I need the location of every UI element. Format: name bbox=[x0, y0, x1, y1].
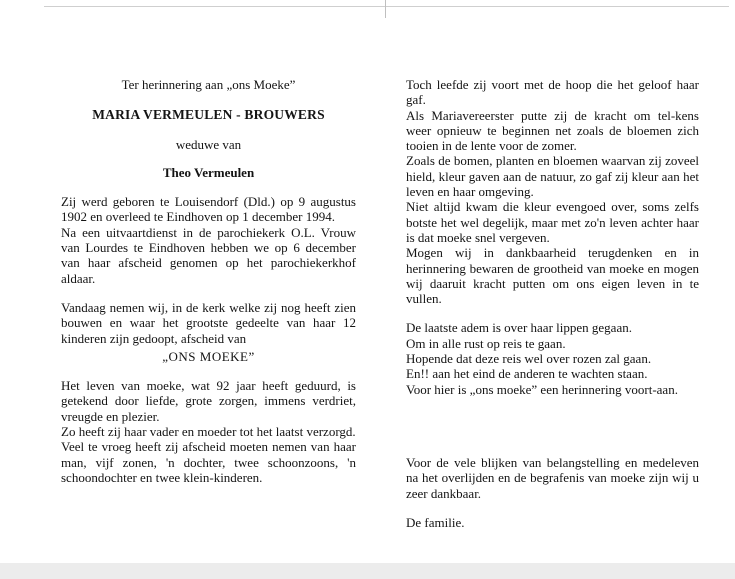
hope-paragraph: Toch leefde zij voort met de hoop die het geloof haar gaf. bbox=[406, 77, 699, 108]
deceased-name: MARIA VERMEULEN - BROUWERS bbox=[92, 107, 325, 123]
poem-line: Om in alle rust op reis te gaan. bbox=[406, 335, 566, 351]
top-edge bbox=[44, 6, 729, 7]
signature: De familie. bbox=[406, 514, 465, 530]
cared-paragraph: Zo heeft zij haar vader en moeder tot het laatst verzorgd. bbox=[61, 424, 356, 440]
bottom-edge bbox=[0, 563, 735, 579]
left-page bbox=[61, 77, 356, 485]
gratitude-paragraph: Mogen wij in dankbaarheid terugdenken en in herinnering bewaren de grootheid van moeke en mogen wij daaruit kracht putten om ons eigen leven in te vullen. bbox=[406, 245, 699, 307]
poem-line: De laatste adem is over haar lippen gegaan. bbox=[406, 320, 632, 336]
thanks-paragraph: Voor de vele blijken van belangstelling en medeleven na het overlijden en de begrafenis van moeke zijn wij u zeer dankbaar. bbox=[406, 454, 699, 501]
funeral-paragraph: Na een uitvaartdienst in de parochiekerk O.L. Vrouw van Lourdes te Eindhoven hebben we op 6 december van haar afscheid genomen op het parochiekerkhof aldaar. bbox=[61, 224, 356, 286]
poem bbox=[406, 320, 699, 396]
husband-name: Theo Vermeulen bbox=[162, 164, 255, 180]
ons-moeke-heading: „ONS MOEKE” bbox=[162, 348, 255, 364]
poem-line: Voor hier is „ons moeke” een herinnering voort-aan. bbox=[406, 381, 678, 397]
widow-of-label: weduwe van bbox=[175, 136, 242, 152]
farewells-paragraph: Veel te vroeg heeft zij afscheid moeten nemen van haar man, vijf zonen, 'n dochter, twee schoonzoons, 'n schoondochter en twee klein-kinderen. bbox=[61, 439, 356, 485]
today-paragraph: Vandaag nemen wij, in de kerk welke zij nog heeft zien bouwen en waar het grootste gedeelte van haar 12 kinderen zijn gedoopt, afscheid van bbox=[61, 299, 356, 346]
in-memory-heading: Ter herinnering aan „ons Moeke” bbox=[121, 77, 296, 92]
color-paragraph: Zoals de bomen, planten en bloemen waarvan zij zoveel hield, kleur gaven aan de natuur, zo gaf zij kleur aan het leven en haar omgeving. bbox=[406, 153, 699, 200]
forgiven-paragraph: Niet altijd kwam die kleur evengoed over, soms zelfs botste het wel degelijk, maar met zo'n leven achter haar is dat moeke snel vergeven. bbox=[406, 199, 699, 245]
mary-paragraph: Als Mariavereerster putte zij de kracht om tel-kens weer opnieuw te beginnen net zoals de bloemen zich tooien in de lente voor de zomer. bbox=[406, 107, 699, 154]
fold-mark bbox=[385, 0, 386, 18]
life-paragraph: Het leven van moeke, wat 92 jaar heeft geduurd, is getekend door liefde, grote zorgen, immens verdriet, vreugde en plezier. bbox=[61, 378, 356, 424]
poem-line: Hopende dat deze reis wel over rozen zal gaan. bbox=[406, 351, 652, 367]
poem-line: En!! aan het eind de anderen te wachten staan. bbox=[406, 366, 648, 382]
right-page bbox=[406, 77, 699, 530]
birth-death-paragraph: Zij werd geboren te Louisendorf (Dld.) op 9 augustus 1902 en overleed te Eindhoven op 1 december 1994. bbox=[61, 194, 356, 225]
